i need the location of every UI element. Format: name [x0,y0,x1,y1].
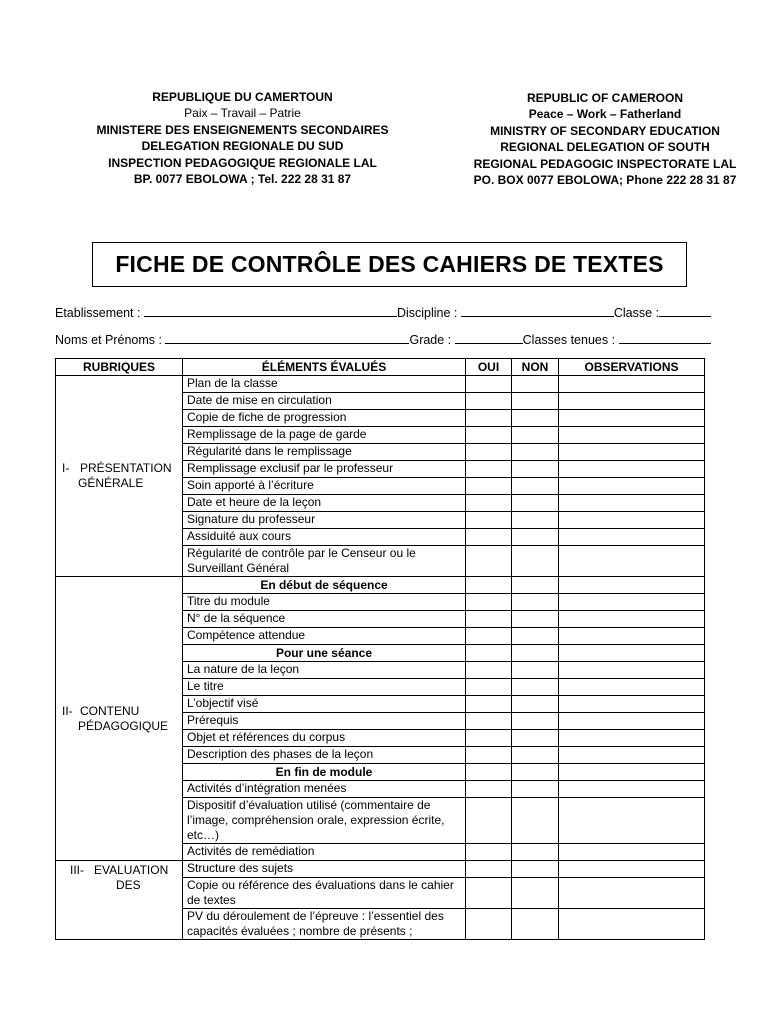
section-number: II- [62,703,73,718]
element-cell: Objet et références du corpus [183,730,466,747]
non-cell[interactable] [512,696,559,713]
classe-label: Classe : [613,306,660,320]
element-cell: Copie ou référence des évaluations dans le cahier de textes [183,878,466,909]
grade-field[interactable] [455,331,523,344]
oui-cell[interactable] [466,878,512,909]
oui-cell[interactable] [466,844,512,861]
observation-cell[interactable] [559,764,705,781]
element-cell: Structure des sujets [183,861,466,878]
table-row [56,577,705,594]
oui-cell[interactable] [466,529,512,546]
header-line: Peace – Work – Fatherland [528,107,682,122]
observation-cell[interactable] [559,444,705,461]
oui-cell[interactable] [466,861,512,878]
oui-cell[interactable] [466,645,512,662]
observation-cell[interactable] [559,781,705,798]
non-cell[interactable] [512,461,559,478]
form-row-2 [55,331,711,347]
oui-cell[interactable] [466,594,512,611]
header-line: REPUBLIC OF CAMEROON [527,91,683,105]
header-line: BP. 0077 EBOLOWA ; Tel. 222 28 31 87 [133,172,352,187]
non-cell[interactable] [512,798,559,844]
col-header-elements: ÉLÉMENTS ÉVALUÉS [183,359,466,376]
control-table [55,358,705,940]
form-row-1 [55,304,711,320]
observation-cell[interactable] [559,645,705,662]
non-cell[interactable] [512,878,559,909]
header-line: MINISTRY OF SECONDARY EDUCATION [490,123,720,138]
element-cell: Activités d’intégration menées [183,781,466,798]
discipline-field[interactable] [461,304,614,317]
discipline-label: Discipline : [396,306,458,320]
classe-field[interactable] [659,304,711,317]
observation-cell[interactable] [559,393,705,410]
section-1-rubrique [56,376,183,577]
non-cell[interactable] [512,478,559,495]
oui-cell[interactable] [466,909,512,940]
table-header-row [56,359,705,376]
element-cell: Copie de fiche de progression [183,410,466,427]
etablissement-label: Etablissement : [55,306,141,320]
observation-cell[interactable] [559,713,705,730]
observation-cell[interactable] [559,798,705,844]
non-cell[interactable] [512,844,559,861]
non-cell[interactable] [512,764,559,781]
non-cell[interactable] [512,628,559,645]
element-cell: La nature de la leçon [183,662,466,679]
non-cell[interactable] [512,427,559,444]
col-header-rubriques: RUBRIQUES [56,359,183,376]
oui-cell[interactable] [466,764,512,781]
non-cell[interactable] [512,730,559,747]
oui-cell[interactable] [466,577,512,594]
non-cell[interactable] [512,713,559,730]
element-cell: L’objectif visé [183,696,466,713]
section-label: GÉNÉRALE [78,476,144,490]
element-cell: PV du déroulement de l’épreuve : l’essentiel des capacités évaluées ; nombre de présents ; [183,909,466,940]
oui-cell[interactable] [466,393,512,410]
oui-cell[interactable] [466,461,512,478]
oui-cell[interactable] [466,478,512,495]
element-cell: Remplissage exclusif par le professeur [183,461,466,478]
observation-cell[interactable] [559,461,705,478]
observation-cell[interactable] [559,628,705,645]
element-cell: Soin apporté à l’écriture [183,478,466,495]
element-cell: Titre du module [183,594,466,611]
element-cell: Plan de la classe [183,376,466,393]
non-cell[interactable] [512,577,559,594]
observation-cell[interactable] [559,696,705,713]
col-header-observations: OBSERVATIONS [559,359,705,376]
element-cell: Régularité de contrôle par le Censeur ou le Surveillant Général [183,546,466,577]
grade-label: Grade : [409,333,452,347]
oui-cell[interactable] [466,495,512,512]
observation-cell[interactable] [559,495,705,512]
observation-cell[interactable] [559,611,705,628]
non-cell[interactable] [512,546,559,577]
non-cell[interactable] [512,611,559,628]
header-line: PO. BOX 0077 EBOLOWA; Phone 222 28 31 87 [473,173,737,188]
header-line: MINISTERE DES ENSEIGNEMENTS SECONDAIRES [96,122,389,137]
element-cell: Remplissage de la page de garde [183,427,466,444]
section-number: III- [70,863,84,877]
header-line: Paix – Travail – Patrie [184,106,301,121]
oui-cell[interactable] [466,444,512,461]
col-header-oui: OUI [466,359,512,376]
observation-cell[interactable] [559,376,705,393]
oui-cell[interactable] [466,662,512,679]
non-cell[interactable] [512,909,559,940]
observation-cell[interactable] [559,478,705,495]
section-number: I- [62,461,70,475]
oui-cell[interactable] [466,679,512,696]
header-line: REGIONAL DELEGATION OF SOUTH [500,140,710,155]
non-cell[interactable] [512,679,559,696]
observation-cell[interactable] [559,679,705,696]
section-label: EVALUATION [94,863,169,877]
oui-cell[interactable] [466,696,512,713]
element-cell: Signature du professeur [183,512,466,529]
non-cell[interactable] [512,495,559,512]
observation-cell[interactable] [559,594,705,611]
oui-cell[interactable] [466,713,512,730]
non-cell[interactable] [512,393,559,410]
oui-cell[interactable] [466,747,512,764]
observation-cell[interactable] [559,861,705,878]
observation-cell[interactable] [559,878,705,909]
document-title: FICHE DE CONTRÔLE DES CAHIERS DE TEXTES [92,242,687,287]
header-line: REPUBLIQUE DU CAMERTOUN [152,90,333,104]
subsection-heading: En début de séquence [183,577,466,594]
header-line: REGIONAL PEDAGOGIC INSPECTORATE LAL [473,156,737,171]
observation-cell[interactable] [559,844,705,861]
oui-cell[interactable] [466,427,512,444]
non-cell[interactable] [512,645,559,662]
col-header-non: NON [512,359,559,376]
non-cell[interactable] [512,376,559,393]
noms-field[interactable] [165,331,409,344]
observation-cell[interactable] [559,427,705,444]
element-cell: Assiduité aux cours [183,529,466,546]
element-cell: Compétence attendue [183,628,466,645]
non-cell[interactable] [512,410,559,427]
observation-cell[interactable] [559,529,705,546]
section-label: CONTENU [80,703,140,718]
non-cell[interactable] [512,861,559,878]
observation-cell[interactable] [559,410,705,427]
non-cell[interactable] [512,594,559,611]
subsection-heading: Pour une séance [183,645,466,662]
oui-cell[interactable] [466,628,512,645]
element-cell: N° de la séquence [183,611,466,628]
element-cell: Date et heure de la leçon [183,495,466,512]
header-left-french [85,89,400,187]
oui-cell[interactable] [466,376,512,393]
non-cell[interactable] [512,529,559,546]
non-cell[interactable] [512,444,559,461]
oui-cell[interactable] [466,730,512,747]
non-cell[interactable] [512,781,559,798]
element-cell: Prérequis [183,713,466,730]
oui-cell[interactable] [466,781,512,798]
section-label: DES [116,878,141,892]
observation-cell[interactable] [559,577,705,594]
non-cell[interactable] [512,662,559,679]
oui-cell[interactable] [466,512,512,529]
element-cell: Régularité dans le remplissage [183,444,466,461]
subsection-heading: En fin de module [183,764,466,781]
non-cell[interactable] [512,512,559,529]
section-label: PÉDAGOGIQUE [78,718,169,733]
header-line: DELEGATION REGIONALE DU SUD [141,139,344,154]
section-2-rubrique [56,577,183,861]
element-cell: Description des phases de la leçon [183,747,466,764]
header-line: INSPECTION PEDAGOGIQUE REGIONALE LAL [108,155,377,170]
noms-label: Noms et Prénoms : [55,333,162,347]
table-row [56,861,705,878]
element-cell: Activités de remédiation [183,844,466,861]
observation-cell[interactable] [559,909,705,940]
table-row [56,376,705,393]
oui-cell[interactable] [466,546,512,577]
observation-cell[interactable] [559,730,705,747]
observation-cell[interactable] [559,546,705,577]
non-cell[interactable] [512,747,559,764]
section-3-rubrique [56,861,183,940]
etablissement-field[interactable] [144,304,397,317]
oui-cell[interactable] [466,611,512,628]
observation-cell[interactable] [559,662,705,679]
element-cell: Dispositif d’évaluation utilisé (commentaire de l’image, compréhension orale, expression écrite, etc…) [183,798,466,844]
element-cell: Le titre [183,679,466,696]
classes-tenues-field[interactable] [619,331,711,344]
oui-cell[interactable] [466,410,512,427]
oui-cell[interactable] [466,798,512,844]
element-cell: Date de mise en circulation [183,393,466,410]
header-right-english [460,90,750,188]
observation-cell[interactable] [559,512,705,529]
section-label: PRÉSENTATION [80,461,172,475]
observation-cell[interactable] [559,747,705,764]
classes-tenues-label: Classes tenues : [522,333,616,347]
